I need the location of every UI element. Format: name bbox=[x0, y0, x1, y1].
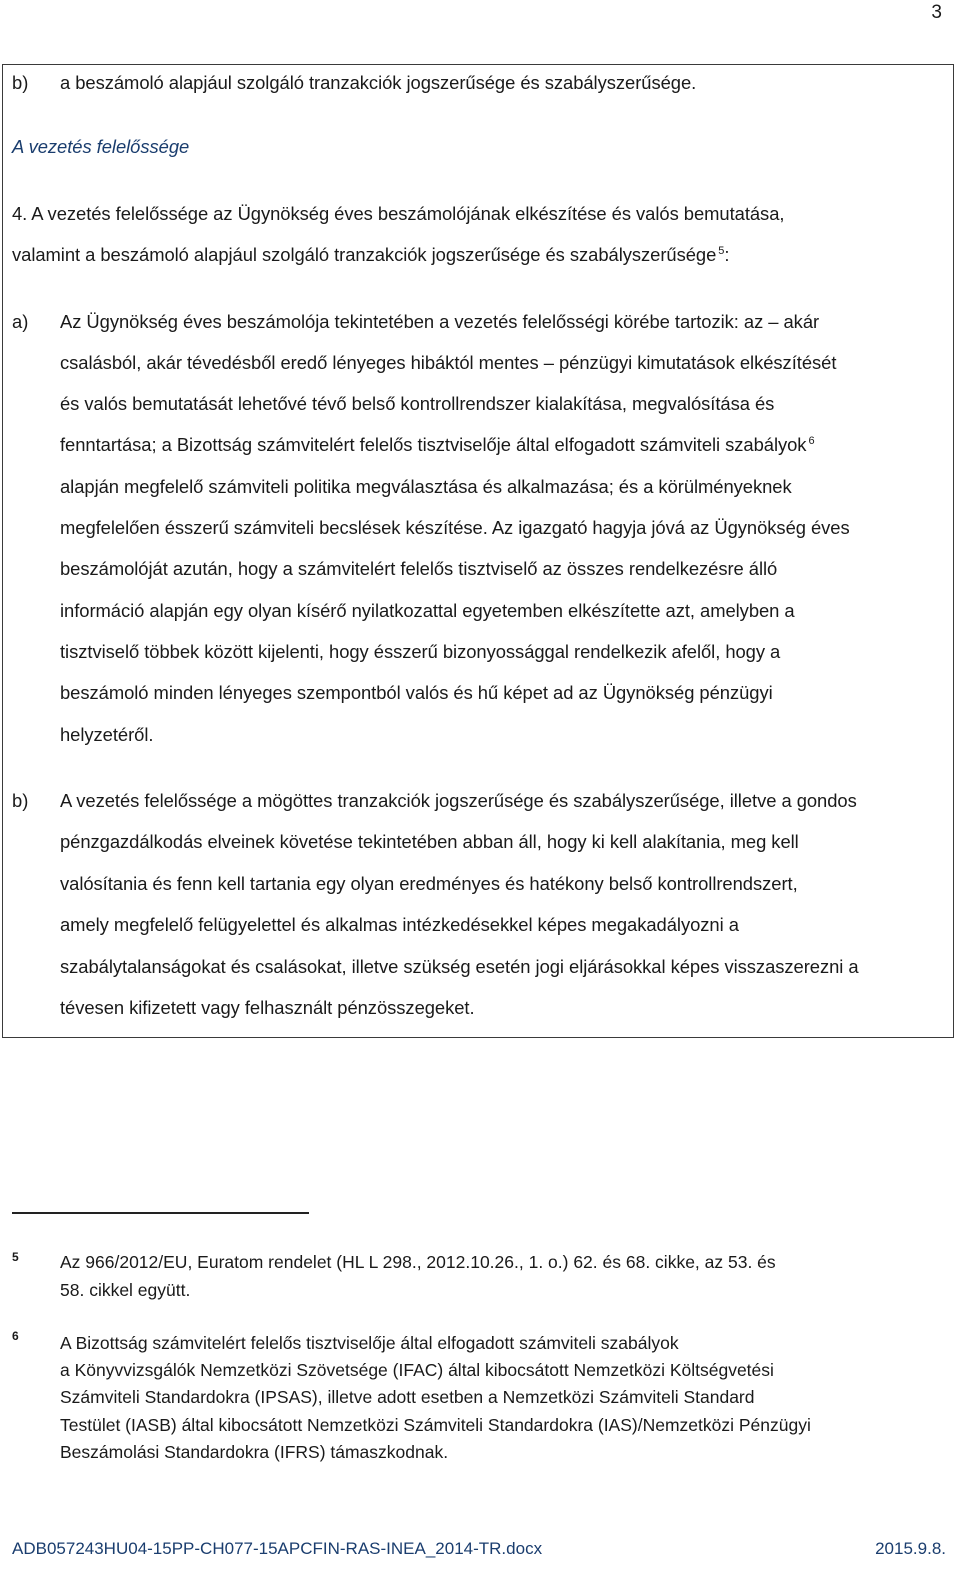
item-a-marker: a) bbox=[12, 311, 29, 332]
footnote-line: Az 966/2012/EU, Euratom rendelet (HL L 298., 2012.10.26., 1. o.) 62. és 68. cikke, az 53. és bbox=[60, 1252, 776, 1272]
footnote-ref-5[interactable]: 5 bbox=[718, 245, 725, 257]
footnote-line: Testület (IASB) által kibocsátott Nemzetközi Számviteli Standardokra (IAS)/Nemzetközi Pénzügyi bbox=[60, 1415, 811, 1435]
item-a-line-text: fenntartása; a Bizottság számvitelért felelős tisztviselője által elfogadott számviteli szabályok bbox=[60, 434, 807, 455]
item-b-line: szabálytalanságokat és csalásokat, illetve szükség esetén jogi eljárásokkal képes visszaszerezni a bbox=[60, 956, 859, 977]
item-a-line: csalásból, akár tévedésből eredő lényeges hibáktól mentes – pénzügyi kimutatások elkészítését bbox=[60, 352, 837, 373]
item-b-line: amely megfelelő felügyelettel és alkalmas intézkedésekkel képes megakadályozni a bbox=[60, 914, 739, 935]
item-b-marker: b) bbox=[12, 790, 29, 811]
para4-line bbox=[12, 244, 729, 266]
footnote-line: A Bizottság számvitelért felelős tisztviselője által elfogadott számviteli szabályok bbox=[60, 1333, 679, 1353]
item-a-line bbox=[60, 434, 815, 456]
section-heading: A vezetés felelőssége bbox=[12, 136, 190, 157]
footer-doc-id: ADB057243HU04-15PP-CH077-15APCFIN-RAS-INEA_2014-TR.docx bbox=[12, 1539, 543, 1558]
item-b-top-text: a beszámoló alapjául szolgáló tranzakciók jogszerűsége és szabályszerűsége. bbox=[60, 72, 697, 93]
item-a-line: alapján megfelelő számviteli politika megválasztása és alkalmazása; és a körülményeknek bbox=[60, 476, 792, 497]
footnote-separator bbox=[12, 1212, 309, 1214]
page-number: 3 bbox=[931, 2, 942, 23]
footnote-line: Beszámolási Standardokra (IFRS) támaszkodnak. bbox=[60, 1442, 449, 1462]
footnote-line: a Könyvvizsgálók Nemzetközi Szövetsége (IFAC) által kibocsátott Nemzetközi Költségvetési bbox=[60, 1360, 774, 1380]
item-a-line: információ alapján egy olyan kísérő nyilatkozattal egyetemben elkészítette azt, amelyben a bbox=[60, 600, 795, 621]
item-a-line: beszámolóját azután, hogy a számvitelért felelős tisztviselő az összes rendelkezésre álló bbox=[60, 558, 778, 579]
footnote-line: 58. cikkel együtt. bbox=[60, 1280, 191, 1300]
item-a-line: és valós bemutatását lehetővé tévő belső kontrollrendszer kialakítása, megvalósítása és bbox=[60, 393, 775, 414]
para4-line-text: valamint a beszámoló alapjául szolgáló tranzakciók jogszerűsége és szabályszerűsége bbox=[12, 244, 717, 265]
item-a-line: Az Ügynökség éves beszámolója tekintetében a vezetés felelősségi körébe tartozik: az – akár bbox=[60, 311, 820, 332]
footnote-number: 5 bbox=[12, 1250, 19, 1264]
footnote-ref-6[interactable]: 6 bbox=[808, 435, 815, 447]
footer-date: 2015.9.8. bbox=[875, 1539, 946, 1558]
para4-colon: : bbox=[724, 244, 730, 265]
item-a-line: helyzetéről. bbox=[60, 724, 154, 745]
para4-line: 4. A vezetés felelőssége az Ügynökség éves beszámolójának elkészítése és valós bemutatása, bbox=[12, 203, 785, 224]
item-a-line: megfelelően ésszerű számviteli becslések készítése. Az igazgató hagyja jóvá az Ügynökség éves bbox=[60, 517, 850, 538]
item-a-line: beszámoló minden lényeges szempontból valós és hű képet ad az Ügynökség pénzügyi bbox=[60, 682, 773, 703]
item-b-line: valósítania és fenn kell tartania egy olyan eredményes és hatékony belső kontrollrendszert, bbox=[60, 873, 798, 894]
item-b-line: pénzgazdálkodás elveinek követése tekintetében abban áll, hogy ki kell alakítania, meg kell bbox=[60, 831, 799, 852]
item-b-top-marker: b) bbox=[12, 72, 29, 93]
item-a-line: tisztviselő többek között kijelenti, hogy ésszerű bizonyossággal rendelkezik afelől, hogy a bbox=[60, 641, 781, 662]
item-b-line: A vezetés felelőssége a mögöttes tranzakciók jogszerűsége és szabályszerűsége, illetve a gondos bbox=[60, 790, 857, 811]
footnote-line: Számviteli Standardokra (IPSAS), illetve adott esetben a Nemzetközi Számviteli Standard bbox=[60, 1387, 755, 1407]
footnote-number: 6 bbox=[12, 1329, 19, 1343]
item-b-line: tévesen kifizetett vagy felhasznált pénzösszegeket. bbox=[60, 997, 475, 1018]
